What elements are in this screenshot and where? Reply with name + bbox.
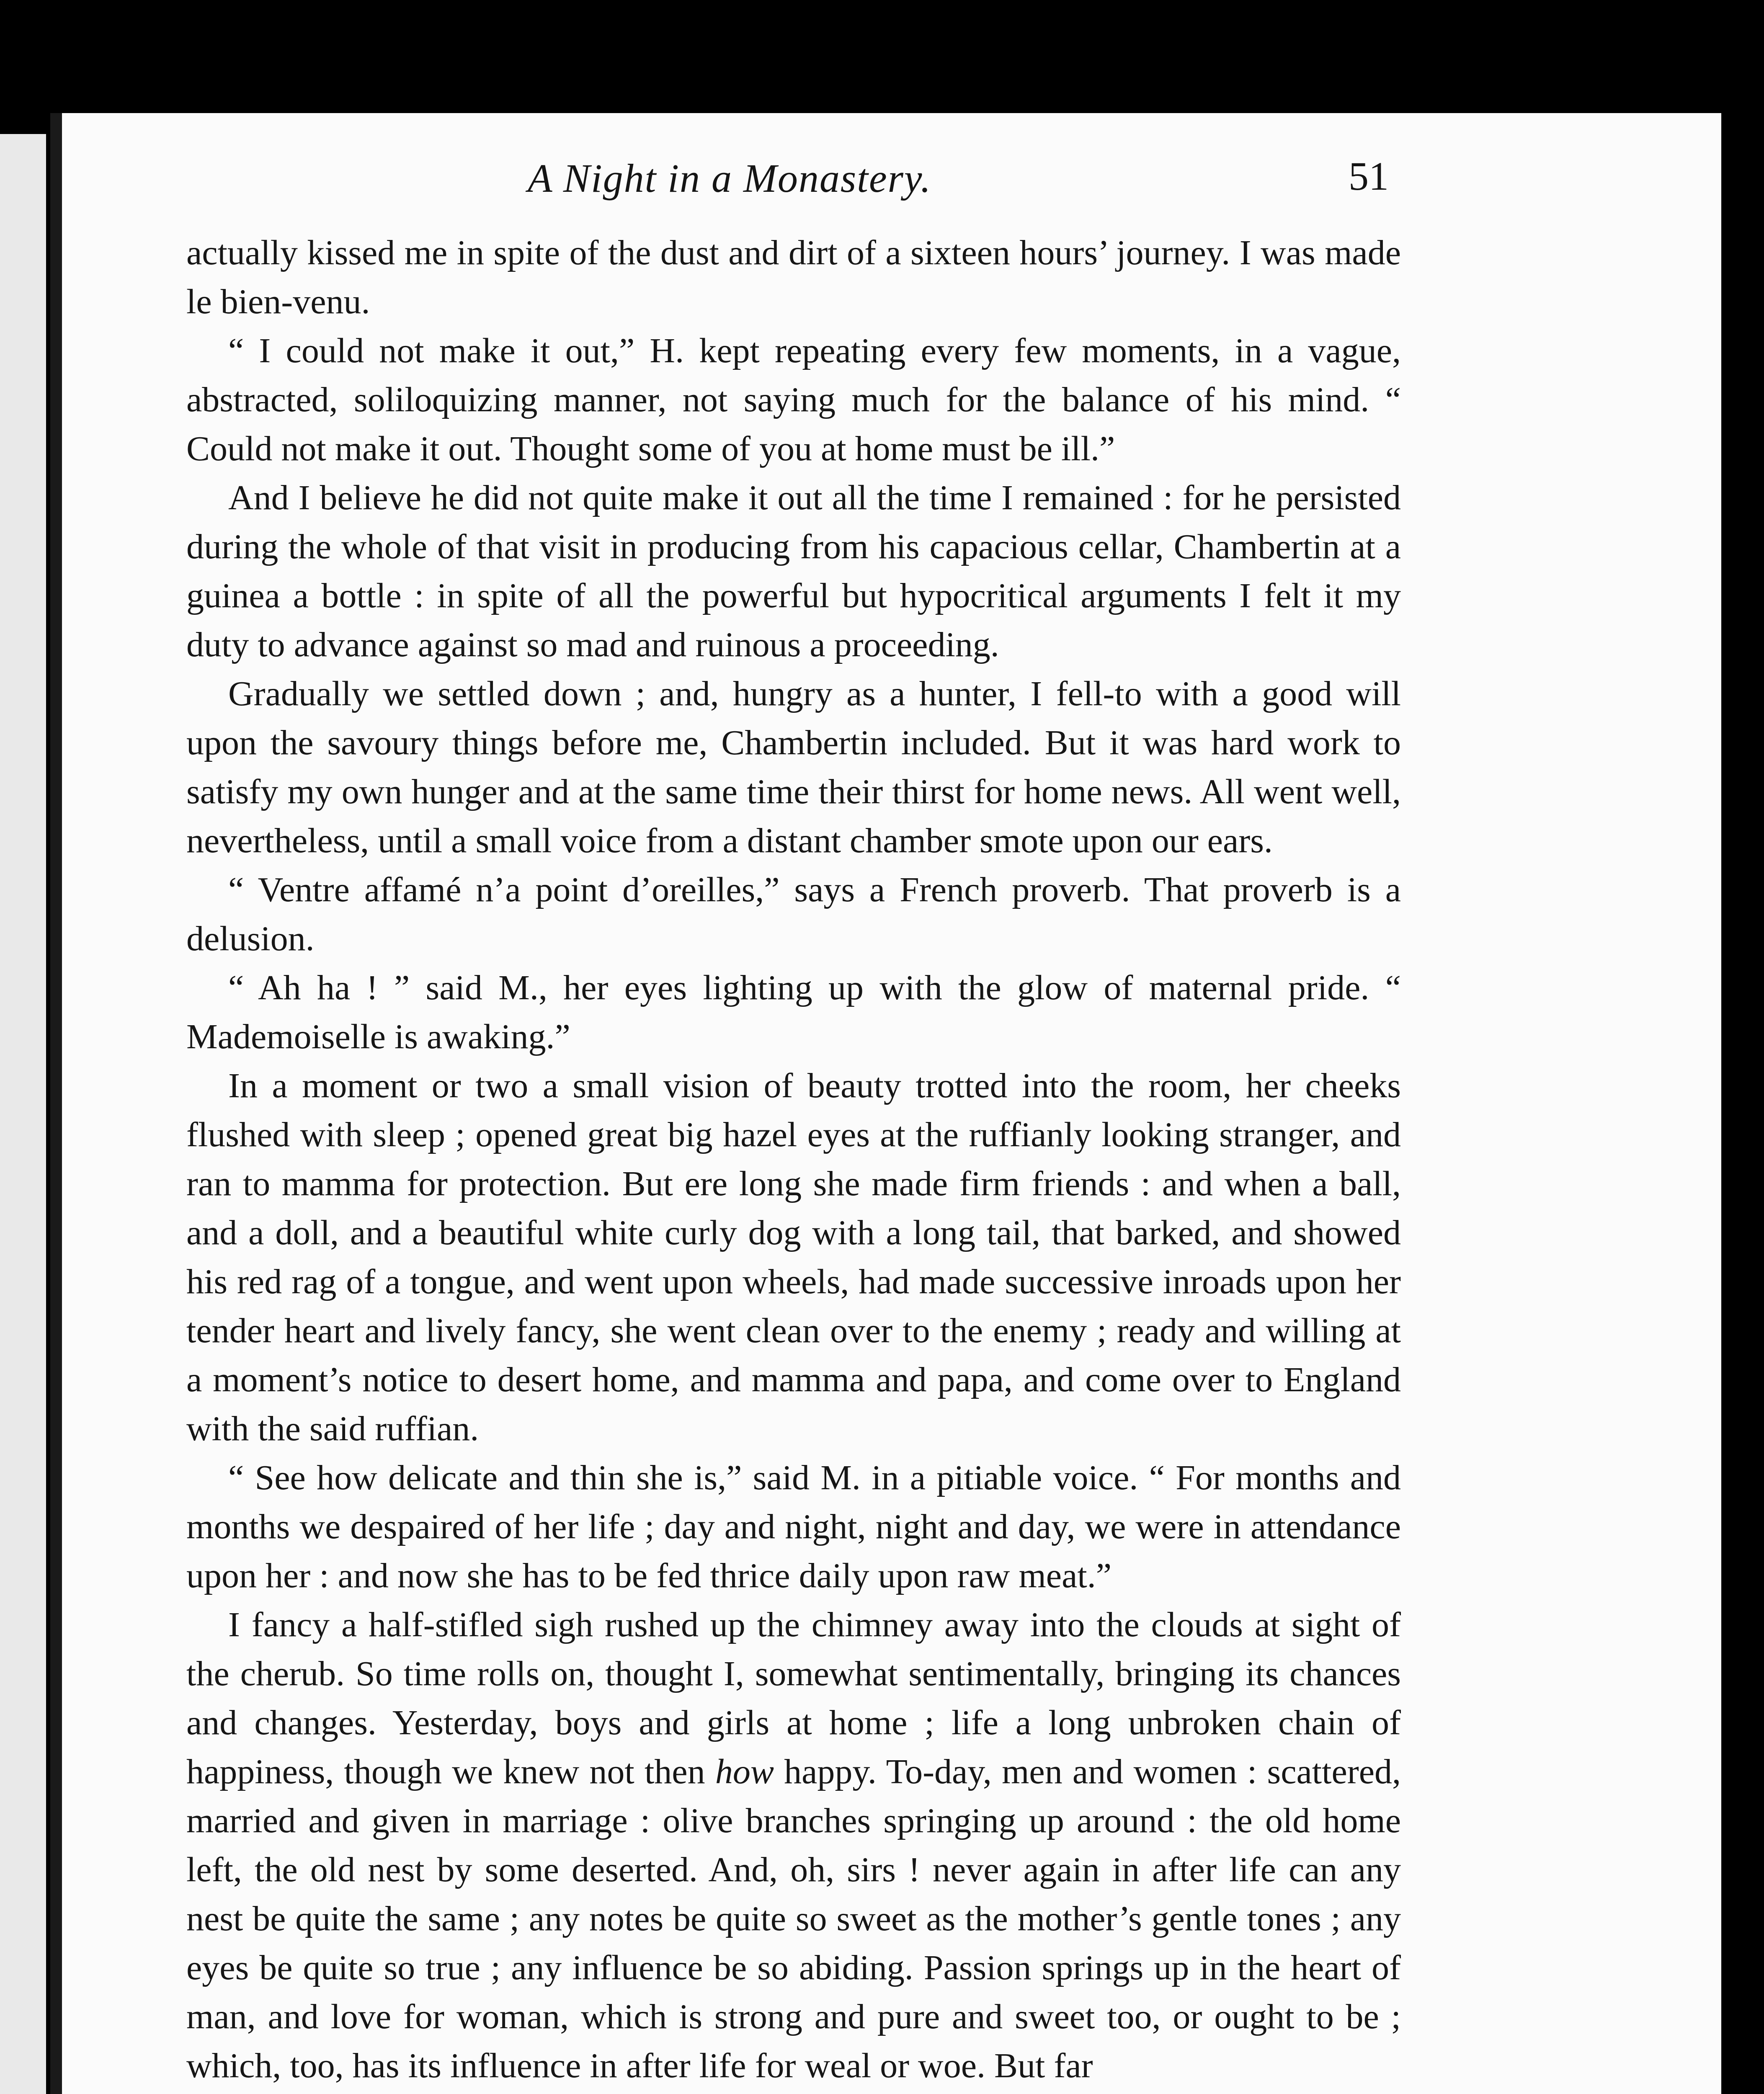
paragraph-8: “ See how delicate and thin she is,” said M. in a pitiable voice. “ For months and months we despaired of her life ; day and night, night and day, we were in attendance upon her : and now she has to be fed thrice daily upon raw meat.” [186,1458,1401,1595]
paragraph-7: In a moment or two a small vision of beauty trotted into the room, her cheeks flushed with sleep ; opened great big hazel eyes at the ruffianly looking stranger, and ran to mamma for protection. But ere long she made firm friends : and when a ball, and a doll, and a beautiful white curly dog with a long tail, that barked, and showed his red rag of a tongue, and went upon wheels, had made successive inroads upon her tender heart and lively fancy, she went clean over to the enemy ; ready and willing at a moment’s notice to desert home, and mamma and papa, and come over to England with the said ruffian. [186,1066,1401,1448]
paragraph-5: “ Ventre affamé n’a point d’oreilles,” says a French proverb. That proverb is a delusion. [186,870,1401,958]
paragraph-3: And I believe he did not quite make it out all the time I remained : for he persisted during the whole of that visit in producing from his capacious cellar, Chambertin at a guinea a bottle : in spite of all the powerful but hypocritical arguments I felt it my duty to advance against so mad and ruinous a proceeding. [186,478,1401,664]
facing-page-edge [0,134,46,2094]
paragraph-9-part-1: I fancy a half-stifled sigh rushed up the chimney away into the clouds at sight of the cherub. So time rolls on, thought I, somewhat sentimentally, bringing its chances and changes. Yesterday, boys and girls at home ; life a long unbroken chain of happiness, though we knew not then [186,1605,1401,1791]
running-title: A Night in a Monastery. [528,156,932,201]
body-text [186,228,1401,2090]
paragraph-6: “ Ah ha ! ” said M., her eyes lighting up with the glow of maternal pride. “ Mademoiselle is awaking.” [186,968,1401,1056]
paragraph-2: “ I could not make it out,” H. kept repeating every few moments, in a vague, abstracted, soliloquizing manner, not saying much for the balance of his mind. “ Could not make it out. Thought some of you at home must be ill.” [186,331,1401,468]
paragraph-1: actually kissed me in spite of the dust and dirt of a sixteen hours’ journey. I was made le bien-venu. [186,233,1401,321]
paragraph-9 [186,1600,1401,2090]
paragraph-4: Gradually we settled down ; and, hungry as a hunter, I fell-to with a good will upon the savoury things before me, Chambertin included. But it was hard work to satisfy my own hunger and at the same time their thirst for home news. All went well, nevertheless, until a small voice from a distant chamber smote upon our ears. [186,674,1401,860]
page-number: 51 [1349,154,1389,199]
paragraph-9-part-2: happy. To-day, men and women : scattered, married and given in marriage : olive branches springing up around : the old home left, the old nest by some deserted. And, oh, sirs ! never again in after life can any nest be quite the same ; any notes be quite so sweet as the mother’s gentle tones ; any eyes be quite so true ; any influence be so abiding. Passion springs up in the heart of man, and love for woman, which is strong and pure and sweet too, or ought to be ; which, too, has its influence in after life for weal or woe. But far [186,1752,1401,2085]
emphasized-word: how [715,1752,774,1791]
